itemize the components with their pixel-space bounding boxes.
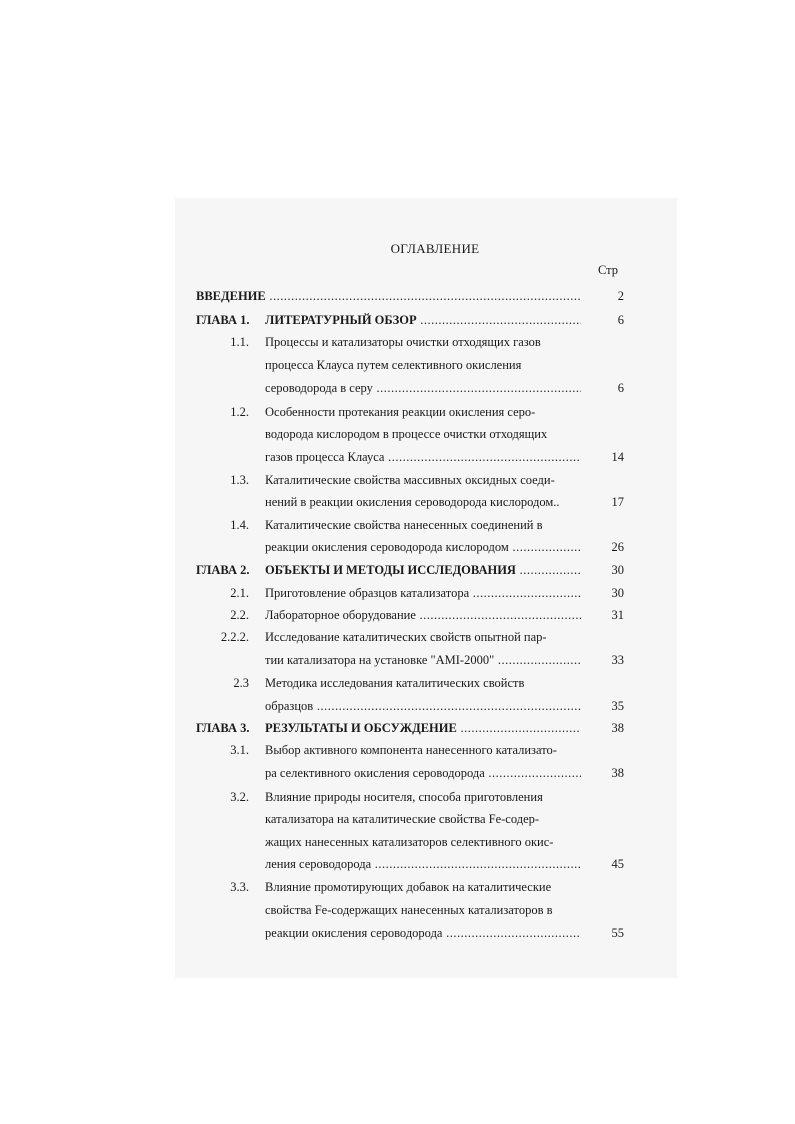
- section-1-2-line: газов процесса Клауса .....: [265, 449, 581, 465]
- section-3-3-line: реакции окисления сероводорода .....: [265, 925, 581, 941]
- section-1-4-page: 26: [611, 540, 624, 554]
- chapter-3-page: 38: [611, 721, 624, 735]
- section-2-3-page: 35: [611, 699, 624, 713]
- section-3-2-number: 3.2.: [230, 790, 249, 804]
- section-3-1-line: Выбор активного компонента нанесенного катализато-: [265, 743, 557, 757]
- section-3-2-page: 45: [611, 857, 624, 871]
- chapter-3-title: РЕЗУЛЬТАТЫ И ОБСУЖДЕНИЕ .....: [265, 720, 581, 736]
- section-2-3-number: 2.3: [233, 676, 249, 690]
- section-1-2-line: Особенности протекания реакции окисления серо-: [265, 405, 536, 419]
- section-2-1-number: 2.1.: [230, 586, 249, 600]
- section-2-3-line: образцов .....: [265, 698, 581, 714]
- chapter-2-title: ОБЪЕКТЫ И МЕТОДЫ ИССЛЕДОВАНИЯ .....: [265, 562, 581, 578]
- toc-intro-page: 2: [617, 289, 624, 303]
- toc-intro-title: ВВЕДЕНИЕ .....: [196, 288, 581, 304]
- section-2-2-2-number: 2.2.2.: [220, 630, 249, 644]
- section-3-2-line: Влияние природы носителя, способа приготовления: [265, 790, 543, 804]
- chapter-1-page: 6: [617, 313, 624, 327]
- section-2-1-page: 30: [611, 586, 624, 600]
- section-3-2-line: ления сероводорода .....: [265, 856, 581, 872]
- section-1-4-line: Каталитические свойства нанесенных соединений в: [265, 518, 543, 532]
- section-1-2-line: водорода кислородом в процессе очистки отходящих: [265, 427, 548, 441]
- section-2-2-2-line: Исследование каталитических свойств опытной пар-: [265, 630, 547, 644]
- section-3-1-number: 3.1.: [230, 743, 249, 757]
- section-3-2-line: катализатора на каталитические свойства Fe-содер-: [265, 812, 540, 826]
- section-1-3-number: 1.3.: [230, 473, 249, 487]
- section-2-1-line: Приготовление образцов катализатора .....: [265, 585, 581, 601]
- section-2-2-line: Лабораторное оборудование .....: [265, 607, 581, 623]
- section-2-2-2-page: 33: [611, 653, 624, 667]
- section-2-3-line: Методика исследования каталитических свойств: [265, 676, 525, 690]
- section-1-4-number: 1.4.: [230, 518, 249, 532]
- section-1-1-page: 6: [617, 381, 624, 395]
- section-1-2-page: 14: [611, 450, 624, 464]
- section-3-3-page: 55: [611, 926, 624, 940]
- section-3-3-line: Влияние промотирующих добавок на каталитические: [265, 880, 552, 894]
- section-1-1-number: 1.1.: [230, 335, 249, 349]
- section-2-2-2-line: тии катализатора на установке "AMI-2000" .....: [265, 652, 581, 668]
- chapter-2-label: ГЛАВА 2.: [196, 563, 250, 577]
- section-1-1-line: Процессы и катализаторы очистки отходящих газов: [265, 335, 541, 349]
- toc-heading: ОГЛАВЛЕНИЕ: [390, 241, 480, 256]
- section-2-2-number: 2.2.: [230, 608, 249, 622]
- section-1-2-number: 1.2.: [230, 405, 249, 419]
- section-1-1-line: процесса Клауса путем селективного окисления: [265, 358, 522, 372]
- section-2-2-page: 31: [611, 608, 624, 622]
- chapter-3-label: ГЛАВА 3.: [196, 721, 250, 735]
- chapter-1-title: ЛИТЕРАТУРНЫЙ ОБЗОР .....: [265, 312, 581, 328]
- section-3-3-number: 3.3.: [230, 880, 249, 894]
- chapter-2-page: 30: [611, 563, 624, 577]
- page-column-label: Стр: [598, 263, 619, 277]
- section-3-3-line: свойства Fe-содержащих нанесенных катализаторов в: [265, 903, 553, 917]
- section-1-3-line: нений в реакции окисления сероводорода кислородом..: [265, 495, 560, 509]
- chapter-1-label: ГЛАВА 1.: [196, 313, 250, 327]
- section-1-1-line: сероводорода в серу .....: [265, 380, 581, 396]
- section-3-1-page: 38: [611, 766, 624, 780]
- section-1-3-line: Каталитические свойства массивных оксидных соеди-: [265, 473, 555, 487]
- section-1-3-page: 17: [611, 495, 624, 509]
- section-1-4-line: реакции окисления сероводорода кислородом .....: [265, 539, 581, 555]
- section-3-1-line: ра селективного окисления сероводорода .....: [265, 765, 581, 781]
- section-3-2-line: жащих нанесенных катализаторов селективного окис-: [265, 835, 554, 849]
